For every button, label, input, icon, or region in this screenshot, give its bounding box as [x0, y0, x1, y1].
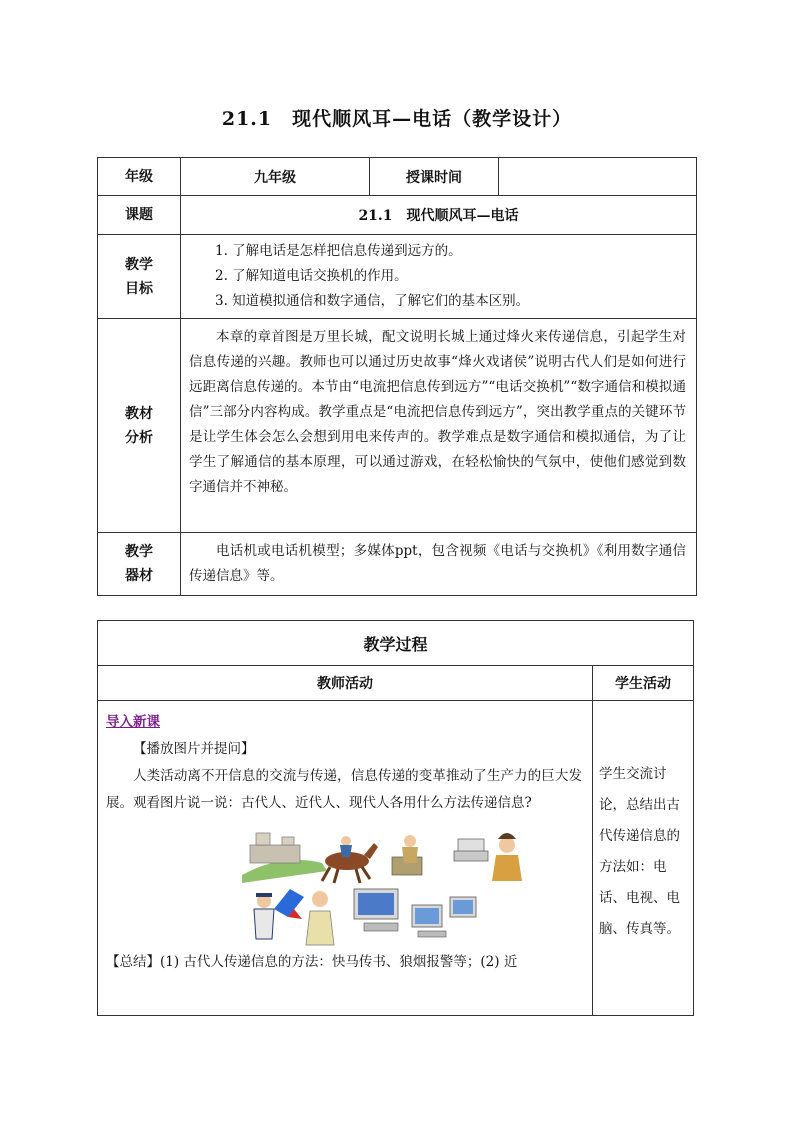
summary-text: 【总结】(1) 古代人传递信息的方法：快马传书、狼烟报警等；(2) 近 [106, 954, 518, 970]
time-label: 授课时间 [370, 158, 499, 196]
intro-paragraph: 人类活动离不开信息的交流与传递，信息传递的变革推动了生产力的巨大发展。观看图片说一说：古代人、近代人、现代人各用什么方法传递信息? [106, 768, 582, 811]
bracket-note: 【播放图片并提问】 [133, 741, 255, 757]
fax-machine-icon [454, 839, 488, 861]
grade-value: 九年级 [181, 158, 370, 196]
great-wall-icon [242, 833, 327, 883]
student-activity-cell: 学生交流讨论，总结出古代传递信息的方法如：电话、电视、电脑、传真等。 [593, 701, 694, 1016]
analysis-text: 本章的章首图是万里长城，配文说明长城上通过烽火来传递信息，引起学生对信息传递的兴趣。教师也可以通过历史故事“烽火戏诸侯”说明古代人们是如何进行远距离信息传递的。本节由“电流把信息传到远方”“电话交换机”“数字通信和模拟通信”三部分内容构成。教学重点是“电流把信息传到远方”，突出教学重点的关键环节是让学生体会怎么会想到用电来传声的。教学难点是数字通信和模拟通信，为了让学生了解通信的基本原理，可以通过游戏，在轻松愉快的气氛中，使他们感觉到数字通信并不神秘。 [181, 319, 697, 533]
materials-text: 电话机或电话机模型；多媒体ppt，包含视频《电话与交换机》《利用数字通信传递信息》等。 [181, 533, 697, 596]
man-with-flag-icon [254, 889, 304, 939]
teacher-activity-header: 教师活动 [98, 666, 593, 701]
topic-value: 21.1 现代顺风耳—电话 [181, 196, 697, 235]
section-title: 导入新课 [106, 714, 160, 730]
telegraph-operator-icon [392, 835, 422, 875]
time-value [499, 158, 697, 196]
goal-item: 1. 了解电话是怎样把信息传递到远方的。 [215, 243, 462, 259]
horse-rider-icon [322, 836, 378, 883]
student-activity-header: 学生活动 [593, 666, 694, 701]
process-title: 教学过程 [98, 621, 694, 666]
grade-label: 年级 [98, 158, 181, 196]
topic-label: 课题 [98, 196, 181, 235]
goals-label: 教学目标 [98, 235, 181, 319]
materials-label: 教学器材 [98, 533, 181, 596]
computers-icon [354, 889, 476, 937]
woman-on-phone-icon [492, 833, 522, 881]
goals-list [181, 235, 697, 319]
teaching-process-table [97, 620, 694, 1016]
man-on-phone-icon [306, 891, 334, 945]
communication-history-illustration [242, 823, 572, 949]
analysis-label: 教材分析 [98, 319, 181, 533]
goal-item: 3. 知道模拟通信和数字通信，了解它们的基本区别。 [215, 293, 530, 309]
course-info-table [97, 157, 697, 596]
goal-item: 2. 了解知道电话交换机的作用。 [215, 268, 408, 284]
document-title: 21.1 现代顺风耳—电话（教学设计） [221, 108, 573, 130]
teacher-activity-cell [98, 701, 593, 1016]
